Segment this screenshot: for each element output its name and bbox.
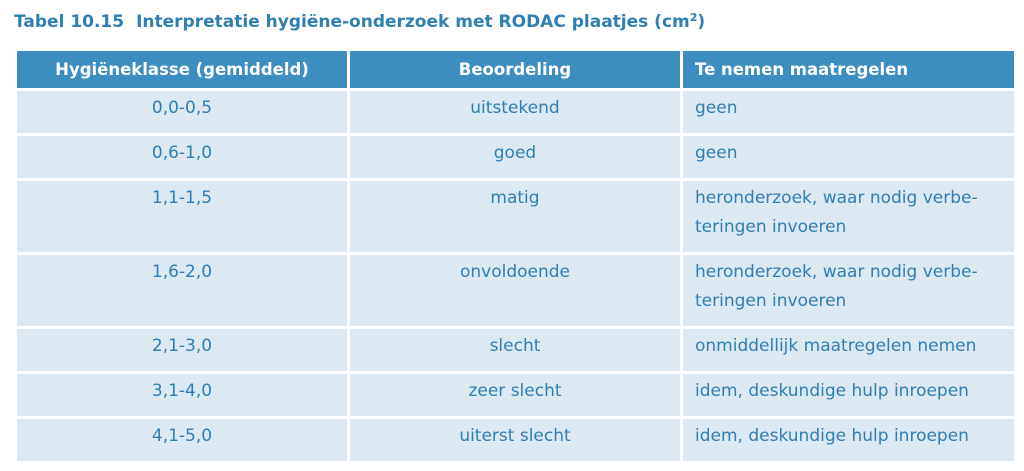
- cell-hygiene-class: [17, 136, 347, 178]
- table-row: [17, 419, 1014, 461]
- cell-text: uitstekend: [470, 98, 560, 118]
- cell-measures: [683, 136, 1014, 178]
- cell-text: idem, deskundige hulp inroepen: [695, 426, 969, 446]
- cell-text: zeer slecht: [468, 381, 562, 401]
- cell-measures: [683, 255, 1014, 326]
- cell-text: heronderzoek, waar nodig verbe- teringen invoeren: [695, 188, 978, 237]
- cell-text: geen: [695, 98, 738, 118]
- cell-text: 0,0-0,5: [151, 98, 213, 118]
- cell-assessment: [350, 419, 680, 461]
- cell-text: geen: [695, 143, 738, 163]
- table-header-row: [17, 51, 1014, 88]
- hygiene-table: [14, 48, 1017, 464]
- cell-assessment: [350, 136, 680, 178]
- cell-measures: [683, 374, 1014, 416]
- cell-measures: [683, 419, 1014, 461]
- cell-measures: [683, 329, 1014, 371]
- cell-assessment: [350, 255, 680, 326]
- cell-text: matig: [490, 188, 540, 208]
- cell-assessment: [350, 91, 680, 133]
- column-header-assessment: Beoordeling: [350, 51, 680, 88]
- cell-text: 1,6-2,0: [151, 262, 213, 282]
- cell-assessment: [350, 329, 680, 371]
- table-row: [17, 255, 1014, 326]
- title-superscript: 2: [689, 11, 698, 24]
- cell-hygiene-class: [17, 374, 347, 416]
- title-end: ): [697, 12, 706, 32]
- table-row: [17, 374, 1014, 416]
- table-number: Tabel 10.15: [14, 12, 125, 32]
- cell-text: 2,1-3,0: [151, 336, 213, 356]
- cell-hygiene-class: [17, 329, 347, 371]
- cell-assessment: [350, 374, 680, 416]
- cell-measures: [683, 181, 1014, 252]
- cell-text: 1,1-1,5: [151, 188, 213, 208]
- cell-text: 3,1-4,0: [151, 381, 213, 401]
- cell-text: onmiddellijk maatregelen nemen: [695, 336, 977, 356]
- cell-hygiene-class: [17, 419, 347, 461]
- cell-measures: [683, 91, 1014, 133]
- cell-assessment: [350, 181, 680, 252]
- cell-hygiene-class: [17, 255, 347, 326]
- cell-text: heronderzoek, waar nodig verbe- teringen invoeren: [695, 262, 978, 311]
- cell-hygiene-class: [17, 91, 347, 133]
- table-row: [17, 181, 1014, 252]
- cell-text: 0,6-1,0: [151, 143, 213, 163]
- column-header-hygiene-class: Hygiëneklasse (gemiddeld): [17, 51, 347, 88]
- cell-text: slecht: [489, 336, 541, 356]
- table-row: [17, 136, 1014, 178]
- cell-text: idem, deskundige hulp inroepen: [695, 381, 969, 401]
- table-title: Interpretatie hygiëne-onderzoek met RODAC plaatjes (cm: [136, 12, 690, 32]
- cell-text: uiterst slecht: [459, 426, 571, 446]
- table-caption: [14, 11, 705, 32]
- table-row: [17, 91, 1014, 133]
- table-row: [17, 329, 1014, 371]
- cell-text: goed: [493, 143, 537, 163]
- column-header-measures: Te nemen maatregelen: [683, 51, 1014, 88]
- cell-text: 4,1-5,0: [151, 426, 213, 446]
- cell-hygiene-class: [17, 181, 347, 252]
- cell-text: onvoldoende: [459, 262, 571, 282]
